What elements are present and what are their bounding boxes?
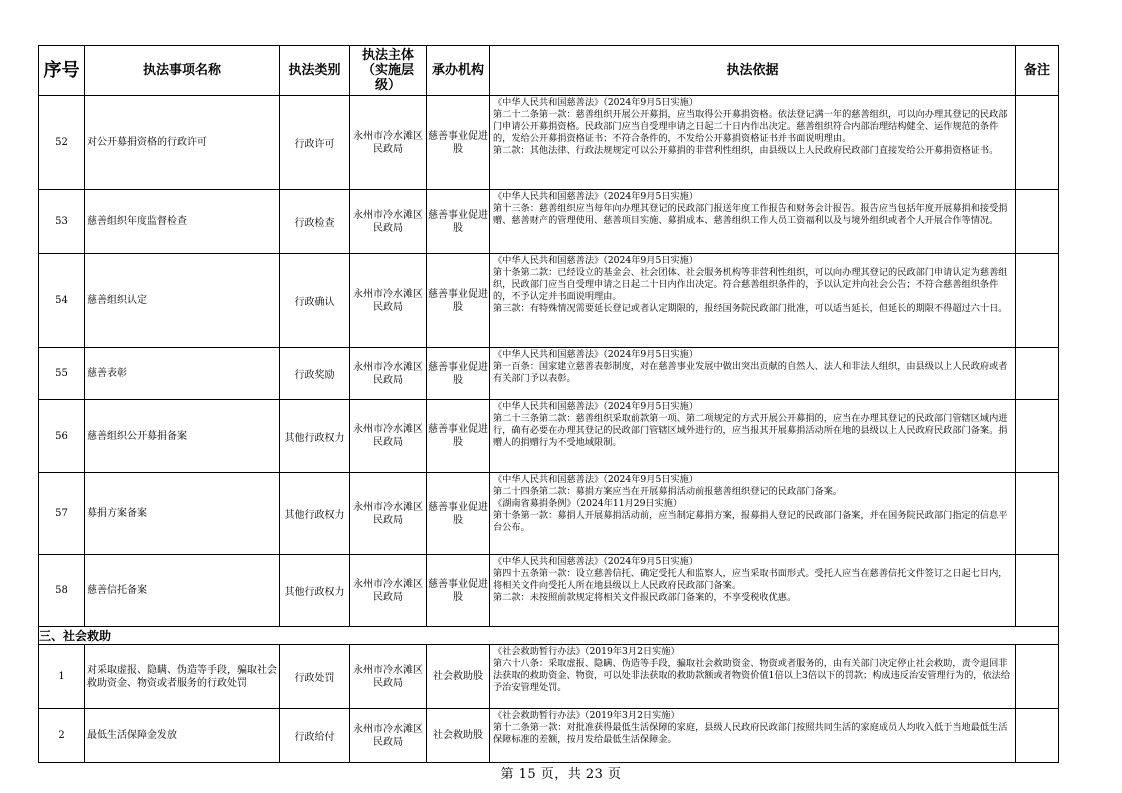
row-seq: 57 <box>39 473 85 555</box>
row-type: 行政检查 <box>280 190 350 254</box>
row-subject: 永州市冷水滩区民政局 <box>350 190 427 254</box>
header-basis: 执法依据 <box>490 46 1016 96</box>
row-seq: 2 <box>39 709 85 763</box>
row-seq: 1 <box>39 645 85 709</box>
row-org: 慈善事业促进股 <box>427 254 490 348</box>
row-note <box>1016 555 1059 627</box>
row-name: 慈善信托备案 <box>85 555 280 627</box>
table-row <box>39 96 1059 190</box>
row-subject: 永州市冷水滩区民政局 <box>350 348 427 400</box>
row-subject: 永州市冷水滩区民政局 <box>350 645 427 709</box>
basis-paragraph: 《中华人民共和国慈善法》（2024年9月5日实施） <box>493 255 699 266</box>
basis-paragraph: 《中华人民共和国慈善法》（2024年9月5日实施） <box>493 401 699 412</box>
basis-paragraph: 第三款：有特殊情况需要延长登记或者认定期限的，报经国务院民政部门批准，可以适当延长，但延长的期限不得超过六十日。 <box>493 302 1008 314</box>
row-seq: 53 <box>39 190 85 254</box>
table-row <box>39 709 1059 763</box>
row-note <box>1016 348 1059 400</box>
table-row <box>39 348 1059 400</box>
basis-paragraph: 第十条第一款：募捐人开展募捐活动前，应当制定募捐方案，报募捐人登记的民政部门备案，并在国务院民政部门指定的信息平台公布。 <box>493 509 1008 533</box>
row-note <box>1016 190 1059 254</box>
row-seq: 56 <box>39 400 85 473</box>
row-seq: 58 <box>39 555 85 627</box>
header-type: 执法类别 <box>280 46 350 96</box>
basis-paragraph: 第二款：其他法律、行政法规规定可以公开募捐的非营利性组织，由县级以上人民政府民政部门直接发给公开募捐资格证书。 <box>493 144 999 156</box>
basis-paragraph: 第四十五条第一款：设立慈善信托、确定受托人和监察人，应当采取书面形式。受托人应当在慈善信托文件签订之日起七日内，将相关文件向受托人所在地县级以上人民政府民政部门备案。 <box>493 567 1008 591</box>
row-basis <box>490 473 1016 555</box>
basis-paragraph: 《中华人民共和国慈善法》（2024年9月5日实施） <box>493 349 699 360</box>
row-subject: 永州市冷水滩区民政局 <box>350 555 427 627</box>
row-name: 募捐方案备案 <box>85 473 280 555</box>
table-row <box>39 645 1059 709</box>
row-type: 行政许可 <box>280 96 350 190</box>
row-basis <box>490 96 1016 190</box>
row-basis <box>490 645 1016 709</box>
row-note <box>1016 645 1059 709</box>
basis-paragraph: 第二十三条第二款：慈善组织采取前款第一项、第二项规定的方式开展公开募捐的，应当在办理其登记的民政部门管辖区域内进行，确有必要在办理其登记的民政部门管辖区域外进行的，应当报其开展募捐活动所在地的县级以上人民政府民政部门备案。捐赠人的捐赠行为不受地域限制。 <box>493 412 1008 448</box>
row-name: 慈善表彰 <box>85 348 280 400</box>
enforcement-table <box>38 45 1059 763</box>
row-basis <box>490 400 1016 473</box>
row-seq: 54 <box>39 254 85 348</box>
basis-paragraph: 第六十八条：采取虚报、隐瞒、伪造等手段，骗取社会救助资金、物资或者服务的，由有关部门决定停止社会救助，责令退回非法获取的救助资金、物资，可以处非法获取的救助款额或者物资价值1倍以上3倍以下的罚款；构成违反治安管理行为的，依法给予治安管理处罚。 <box>493 657 1011 693</box>
row-type: 其他行政权力 <box>280 473 350 555</box>
header-org: 承办机构 <box>427 46 490 96</box>
row-note <box>1016 400 1059 473</box>
header-row <box>39 46 1059 96</box>
basis-paragraph: 《中华人民共和国慈善法》（2024年9月5日实施） <box>493 191 699 202</box>
row-org: 社会救助股 <box>427 709 490 763</box>
basis-paragraph: 第十条第二款：已经设立的基金会、社会团体、社会服务机构等非营利性组织，可以向办理其登记的民政部门申请认定为慈善组织，民政部门应当自受理申请之日起二十日内作出决定。符合慈善组织条件的，予以认定并向社会公告；不符合慈善组织条件的，不予认定并书面说明理由。 <box>493 266 1008 302</box>
table-row <box>39 555 1059 627</box>
row-name: 对采取虚报、隐瞒、伪造等手段，骗取社会救助资金、物资或者服务的行政处罚 <box>85 645 280 709</box>
basis-paragraph: 第二十四条第二款：募捐方案应当在开展募捐活动前报慈善组织登记的民政部门备案。 <box>493 485 843 497</box>
basis-paragraph: 第十二条第一款：对批准获得最低生活保障的家庭，县级人民政府民政部门按照共同生活的家庭成员人均收入低于当地最低生活保障标准的差额，按月发给最低生活保障金。 <box>493 721 1008 745</box>
row-org: 慈善事业促进股 <box>427 473 490 555</box>
basis-paragraph: 《社会救助暂行办法》（2019年3月2日实施） <box>493 646 680 657</box>
section-title: 三、社会救助 <box>39 627 1059 645</box>
row-basis <box>490 555 1016 627</box>
basis-paragraph: 第二十二条第一款：慈善组织开展公开募捐，应当取得公开募捐资格。依法登记满一年的慈善组织，可以向办理其登记的民政部门申请公开募捐资格。民政部门应当自受理申请之日起二十日内作出决定。慈善组织符合内部治理结构健全、运作规范的条件的，发给公开募捐资格证书；不符合条件的，不发给公开募捐资格证书并书面说明理由。 <box>493 108 1008 144</box>
row-type: 行政处罚 <box>280 645 350 709</box>
section-row <box>39 627 1059 645</box>
basis-paragraph: 第二款：未按照前款规定将相关文件报民政部门备案的，不享受税收优惠。 <box>493 591 797 603</box>
row-subject: 永州市冷水滩区民政局 <box>350 96 427 190</box>
basis-paragraph: 《中华人民共和国慈善法》（2024年9月5日实施） <box>493 556 699 567</box>
row-seq: 52 <box>39 96 85 190</box>
row-org: 社会救助股 <box>427 645 490 709</box>
row-type: 行政确认 <box>280 254 350 348</box>
row-note <box>1016 96 1059 190</box>
row-type: 行政奖励 <box>280 348 350 400</box>
row-note <box>1016 254 1059 348</box>
row-basis <box>490 190 1016 254</box>
row-basis <box>490 709 1016 763</box>
row-type: 行政给付 <box>280 709 350 763</box>
row-org: 慈善事业促进股 <box>427 400 490 473</box>
basis-paragraph: 《中华人民共和国慈善法》（2024年9月5日实施） <box>493 97 699 108</box>
row-org: 慈善事业促进股 <box>427 348 490 400</box>
table-row <box>39 254 1059 348</box>
row-subject: 永州市冷水滩区民政局 <box>350 709 427 763</box>
row-subject: 永州市冷水滩区民政局 <box>350 400 427 473</box>
row-note <box>1016 473 1059 555</box>
basis-paragraph: 《湖南省募捐条例》（2024年11月29日实施） <box>493 497 683 509</box>
table-row <box>39 400 1059 473</box>
header-subject: 执法主体（实施层级） <box>350 46 427 96</box>
row-name: 对公开募捐资格的行政许可 <box>85 96 280 190</box>
row-basis <box>490 348 1016 400</box>
row-type: 其他行政权力 <box>280 555 350 627</box>
table-row <box>39 473 1059 555</box>
header-seq: 序号 <box>39 46 85 96</box>
row-basis <box>490 254 1016 348</box>
basis-paragraph: 《社会救助暂行办法》（2019年3月2日实施） <box>493 710 680 721</box>
row-org: 慈善事业促进股 <box>427 190 490 254</box>
row-name: 慈善组织认定 <box>85 254 280 348</box>
row-type: 其他行政权力 <box>280 400 350 473</box>
header-name: 执法事项名称 <box>85 46 280 96</box>
row-name: 慈善组织公开募捐备案 <box>85 400 280 473</box>
row-org: 慈善事业促进股 <box>427 555 490 627</box>
row-subject: 永州市冷水滩区民政局 <box>350 254 427 348</box>
row-name: 最低生活保障金发放 <box>85 709 280 763</box>
row-name: 慈善组织年度监督检查 <box>85 190 280 254</box>
row-seq: 55 <box>39 348 85 400</box>
page-number: 第 15 页，共 23 页 <box>500 767 622 782</box>
row-subject: 永州市冷水滩区民政局 <box>350 473 427 555</box>
basis-paragraph: 第一百条：国家建立慈善表彰制度，对在慈善事业发展中做出突出贡献的自然人、法人和非法人组织，由县级以上人民政府或者有关部门予以表彰。 <box>493 360 1008 384</box>
basis-paragraph: 《中华人民共和国慈善法》（2024年9月5日实施） <box>493 474 699 485</box>
row-org: 慈善事业促进股 <box>427 96 490 190</box>
header-note: 备注 <box>1016 46 1059 96</box>
table-row <box>39 190 1059 254</box>
row-note <box>1016 709 1059 763</box>
basis-paragraph: 第十三条：慈善组织应当每年向办理其登记的民政部门报送年度工作报告和财务会计报告。报告应当包括年度开展募捐和接受捐赠、慈善财产的管理使用、慈善项目实施、募捐成本、慈善组织工作人员工资福利以及与境外组织或者个人开展合作等情况。 <box>493 202 1008 226</box>
